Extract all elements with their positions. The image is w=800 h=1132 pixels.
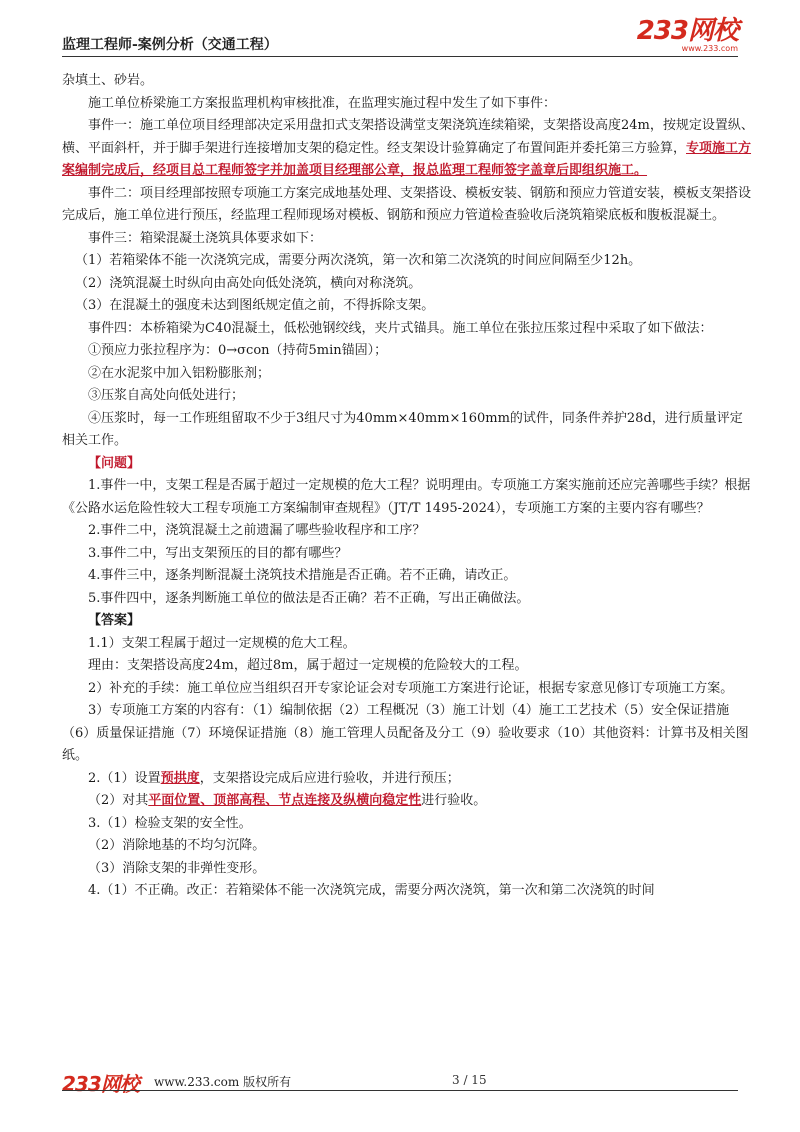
event-four: 事件四：本桥箱梁为C40混凝土，低松弛钢绞线，夹片式锚具。施工单位在张拉压浆过程中采取了如下做法：: [88, 320, 713, 336]
question-4: 4.事件三中，逐条判断混凝土浇筑技术措施是否正确。若不正确，请改正。: [88, 568, 517, 583]
header-divider: [62, 56, 738, 57]
footer-logo: 233网校: [62, 1072, 139, 1096]
list-item: ④压浆时，每一工作班组留取不少于3组尺寸为40mm×40mm×160mm的试件，同条件养护28d，进行质量评定相关工作。: [62, 410, 743, 448]
answer-line: 理由：支架搭设高度24m，超过8m，属于超过一定规模的危险较大的工程。: [88, 658, 528, 673]
event-one: [62, 115, 754, 183]
question-2: 2.事件二中，浇筑混凝土之前遗漏了哪些验收程序和工序？: [88, 523, 426, 538]
brand-logo: [637, 18, 738, 53]
answer-line: [62, 768, 754, 791]
page-footer: [62, 1068, 738, 1096]
answer-line: [62, 790, 754, 813]
question-1: 1.事件一中，支架工程是否属于超过一定规模的危大工程？说明理由。专项施工方案实施前还应完善哪些手续？根据《公路水运危险性较大工程专项施工方案编制审查规程》（JT/T 1495-2024），专项施工方案的主要内容有哪些？: [62, 478, 751, 516]
footer-divider: [62, 1090, 738, 1091]
list-item: ②在水泥浆中加入铝粉膨胀剂；: [88, 365, 271, 381]
document-title: 监理工程师-案例分析（交通工程）: [62, 37, 278, 53]
event-three: 事件三：箱梁混凝土浇筑具体要求如下：: [88, 230, 323, 246]
logo-url: www.233.com: [681, 44, 738, 53]
highlight-text: 专项施工方案编制完成后，经项目总工程师签字并加盖项目经理部公章，报总监理工程师签字盖章后即组织施工。: [62, 140, 752, 178]
answer-line: （2）消除地基的不均匀沉降。: [88, 838, 266, 853]
questions-heading: 【问题】: [88, 455, 141, 471]
highlight-text: 预拱度: [160, 770, 200, 786]
list-item: ①预应力张拉程序为：0→σcon（持荷5min锚固）；: [88, 343, 388, 358]
answer-line: 3.（1）检验支架的安全性。: [88, 815, 252, 831]
event-one-text: 事件一：施工单位项目经理部决定采用盘扣式支架搭设满堂支架浇筑连续箱梁，支架搭设高度24m，按规定设置纵、横、平面斜杆，并于脚手架进行连接增加支架的稳定性。经支架设计验算确定了布置间距并委托第三方验算，: [62, 118, 754, 156]
answers-heading: 【答案】: [88, 613, 141, 628]
answer-line: 3）专项施工方案的内容有：（1）编制依据（2）工程概况（3）施工计划（4）施工工艺技术（5）安全保证措施（6）质量保证措施（7）环境保证措施（8）施工管理人员配备及分工（9）验收要求（10）其他资料：计算书及相关图纸。: [62, 703, 749, 763]
answer-text: ，支架搭设完成后应进行验收，并进行预压；: [199, 770, 460, 786]
footer-copyright: www.233.com 版权所有: [154, 1075, 292, 1089]
list-item: （1）若箱梁体不能一次浇筑完成，需要分两次浇筑，第一次和第二次浇筑的时间应间隔至少12h。: [75, 253, 642, 268]
paragraph: 施工单位桥梁施工方案报监理机构审核批准，在监理实施过程中发生了如下事件：: [88, 95, 557, 111]
document-body: [62, 70, 754, 903]
question-3: 3.事件二中，写出支架预压的目的都有哪些？: [88, 545, 348, 561]
highlight-text: 平面位置、顶部高程、节点连接及纵横向稳定性: [148, 793, 422, 808]
answer-text: 2.（1）设置: [88, 770, 161, 786]
answer-line: 1.1）支架工程属于超过一定规模的危大工程。: [88, 635, 356, 651]
list-item: （3）在混凝土的强度未达到图纸规定值之前，不得拆除支架。: [75, 298, 435, 313]
paragraph: 杂填土、砂岩。: [62, 73, 154, 88]
answer-text: 进行验收。: [421, 793, 487, 808]
answer-line: （3）消除支架的非弹性变形。: [88, 860, 266, 876]
page-header: [62, 16, 738, 56]
answer-line: 2）补充的手续：施工单位应当组织召开专家论证会对专项施工方案进行论证，根据专家意见修订专项施工方案。: [88, 680, 734, 696]
list-item: （2）浇筑混凝土时纵向由高处向低处浇筑，横向对称浇筑。: [75, 275, 422, 291]
question-5: 5.事件四中，逐条判断施工单位的做法是否正确？若不正确，写出正确做法。: [88, 590, 530, 606]
event-two: 事件二：项目经理部按照专项施工方案完成地基处理、支架搭设、模板安装、钢筋和预应力管道安装，模板支架搭设完成后，施工单位进行预压，经监理工程师现场对模板、钢筋和预应力管道检查验收后浇筑箱梁底板和腹板混凝土。: [62, 185, 752, 223]
page-number: 3 / 15: [452, 1073, 487, 1087]
logo-text: 233网校: [636, 16, 738, 46]
list-item: ③压浆自高处向低处进行；: [88, 388, 245, 403]
answer-text: （2）对其: [88, 793, 149, 808]
answer-line: 4.（1）不正确。改正：若箱梁体不能一次浇筑完成，需要分两次浇筑，第一次和第二次浇筑的时间: [88, 883, 655, 898]
